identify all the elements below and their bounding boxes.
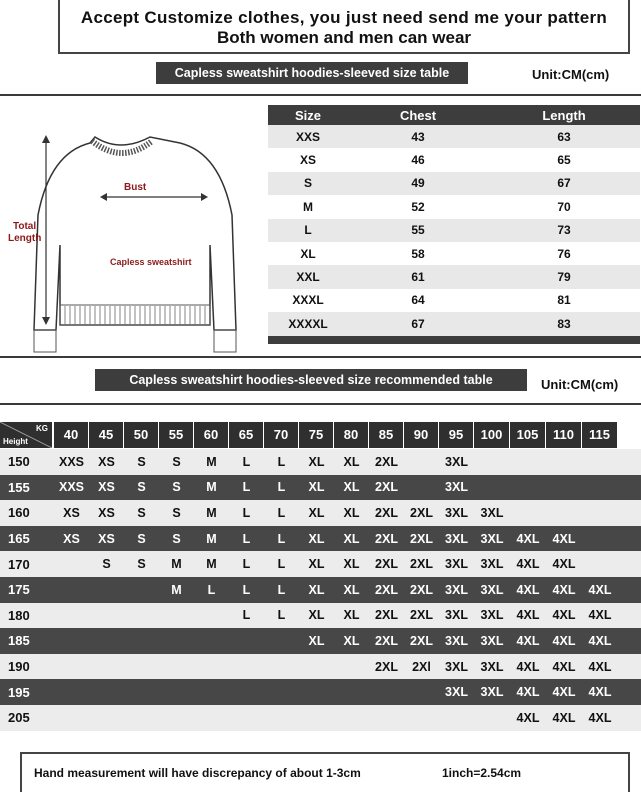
size-recommendation-cell: M xyxy=(206,480,217,495)
recommend-table-header xyxy=(0,420,641,449)
size-recommendation-cell: 3XL xyxy=(480,633,504,648)
size-recommendation-cell: 3XL xyxy=(480,582,504,597)
size-table xyxy=(268,105,640,344)
size-recommendation-cell: 4XL xyxy=(552,582,576,597)
size-recommendation-cell: 3XL xyxy=(480,685,504,700)
size-recommendation-cell: 4XL xyxy=(552,608,576,623)
size-table-row xyxy=(268,242,640,265)
size-recommendation-cell: 3XL xyxy=(445,505,468,520)
size-recommendation-cell: 3XL xyxy=(480,505,504,520)
size-recommendation-cell: 3XL xyxy=(480,557,504,572)
corner-kg: KG xyxy=(36,423,48,433)
size-recommendation-cell: XL xyxy=(308,582,325,597)
recommend-table-row xyxy=(0,705,641,731)
size-cell: XXXL xyxy=(292,293,324,308)
page-header xyxy=(58,0,630,54)
size-recommendation-cell: 4XL xyxy=(588,608,612,623)
divider-top xyxy=(0,94,641,96)
size-recommendation-cell: 4XL xyxy=(516,685,540,700)
size-cell: XXXXL xyxy=(288,316,328,331)
recommend-table xyxy=(0,420,641,731)
size-cell: XXS xyxy=(295,129,320,144)
size-recommendation-cell: XL xyxy=(308,633,325,648)
header-line-1: Accept Customize clothes, you just need send me your pattern xyxy=(80,8,608,27)
weight-header-cell: 90 xyxy=(404,422,438,448)
size-recommendation-cell: 2XL xyxy=(410,531,433,546)
size-table-row xyxy=(268,195,640,218)
height-cell: 160 xyxy=(8,505,30,521)
size-recommendation-cell: XS xyxy=(98,505,115,520)
table-corner xyxy=(0,422,52,448)
height-cell: 195 xyxy=(8,684,30,700)
size-recommendation-cell: XL xyxy=(343,505,360,520)
size-recommendation-cell: XL xyxy=(308,454,325,469)
size-recommendation-cell: 4XL xyxy=(516,557,540,572)
size-recommendation-cell: XL xyxy=(308,531,325,546)
size-recommendation-cell: L xyxy=(277,531,286,546)
weight-header-cell: 115 xyxy=(582,422,617,448)
size-recommendation-cell: 4XL xyxy=(516,608,540,623)
length-cell: 70 xyxy=(557,199,571,214)
size-recommendation-cell: L xyxy=(242,608,251,623)
footer-conversion: 1inch=2.54cm xyxy=(442,766,522,780)
size-recommendation-cell: XS xyxy=(63,531,80,546)
size-recommendation-cell: L xyxy=(242,582,251,597)
weight-header-cell: 110 xyxy=(546,422,581,448)
height-cell: 170 xyxy=(8,556,30,572)
size-recommendation-cell: L xyxy=(277,454,286,469)
recommend-table-row xyxy=(0,679,641,705)
size-recommendation-cell: 2XL xyxy=(410,557,433,572)
size-table-row xyxy=(268,172,640,195)
size-cell: S xyxy=(303,176,312,191)
weight-header-cell: 65 xyxy=(229,422,263,448)
size-recommendation-cell: L xyxy=(242,531,251,546)
length-cell: 67 xyxy=(557,176,571,191)
chest-cell: 55 xyxy=(411,223,425,238)
size-recommendation-cell: 4XL xyxy=(516,531,540,546)
size-recommendation-cell: 4XL xyxy=(588,582,612,597)
garment-label: Capless sweatshirt xyxy=(110,257,192,267)
size-recommendation-cell: 3XL xyxy=(445,531,468,546)
size-recommendation-cell: S xyxy=(137,480,146,495)
size-recommendation-cell: 3XL xyxy=(445,633,468,648)
size-table-row xyxy=(268,265,640,288)
size-recommendation-cell: L xyxy=(242,480,251,495)
size-recommendation-cell: XS xyxy=(98,454,115,469)
chest-cell: 43 xyxy=(411,129,425,144)
size-recommendation-cell: 3XL xyxy=(445,685,468,700)
size-table-row xyxy=(268,219,640,242)
size-recommendation-cell: XL xyxy=(308,608,325,623)
chest-cell: 49 xyxy=(411,176,425,191)
size-recommendation-cell: XXS xyxy=(58,480,84,495)
size-recommendation-cell: S xyxy=(137,454,146,469)
divider-mid xyxy=(0,356,641,358)
size-cell: XS xyxy=(299,153,316,168)
size-cell: M xyxy=(303,199,313,214)
page-footer xyxy=(20,752,630,792)
size-recommendation-cell: 2XL xyxy=(410,608,433,623)
size-recommendation-cell: 4XL xyxy=(552,710,576,725)
total-length-label-2: Length xyxy=(8,233,42,244)
size-recommendation-cell: L xyxy=(277,608,286,623)
size-recommendation-cell: 3XL xyxy=(445,454,468,469)
size-recommendation-cell: XL xyxy=(343,582,360,597)
size-recommendation-cell: 2XL xyxy=(375,454,398,469)
size-recommendation-cell: XL xyxy=(343,454,360,469)
chest-cell: 58 xyxy=(411,246,425,261)
recommend-table-row xyxy=(0,449,641,475)
size-recommendation-cell: 4XL xyxy=(552,659,576,674)
footer-note: Hand measurement will have discrepancy of about 1-3cm xyxy=(34,766,361,780)
corner-height: Height xyxy=(3,436,28,446)
weight-header-cell: 85 xyxy=(369,422,403,448)
size-recommendation-cell: 3XL xyxy=(480,659,504,674)
size-recommendation-cell: XS xyxy=(98,480,115,495)
size-recommendation-cell: S xyxy=(172,454,181,469)
size-recommendation-cell: XS xyxy=(98,531,115,546)
size-cell: XXL xyxy=(296,270,320,285)
size-recommendation-cell: 4XL xyxy=(588,633,612,648)
size-recommendation-cell: 2XL xyxy=(375,633,398,648)
weight-header-cell: 60 xyxy=(194,422,228,448)
recommend-table-banner: Capless sweatshirt hoodies-sleeved size recommended table xyxy=(95,369,527,391)
col-size: Size xyxy=(294,107,321,123)
weight-header-cell: 105 xyxy=(510,422,545,448)
size-recommendation-cell: 3XL xyxy=(445,582,468,597)
size-recommendation-cell: XL xyxy=(343,480,360,495)
height-cell: 180 xyxy=(8,607,30,623)
size-recommendation-cell: M xyxy=(206,557,217,572)
height-cell: 190 xyxy=(8,659,30,675)
weight-header-cell: 45 xyxy=(89,422,123,448)
size-recommendation-cell: 2XL xyxy=(375,480,398,495)
recommend-table-row xyxy=(0,577,641,603)
size-recommendation-cell: S xyxy=(137,505,146,520)
size-recommendation-cell: 4XL xyxy=(516,633,540,648)
size-recommendation-cell: 4XL xyxy=(552,685,576,700)
height-cell: 205 xyxy=(8,710,30,726)
size-table-unit: Unit:CM(cm) xyxy=(532,67,610,82)
recommend-table-row xyxy=(0,526,641,552)
size-recommendation-cell: L xyxy=(207,582,216,597)
chest-cell: 46 xyxy=(411,153,425,168)
weight-header-cell: 95 xyxy=(439,422,473,448)
size-recommendation-cell: XL xyxy=(343,557,360,572)
size-recommendation-cell: M xyxy=(171,582,182,597)
recommend-table-row xyxy=(0,475,641,501)
size-recommendation-cell: 4XL xyxy=(516,659,540,674)
length-cell: 63 xyxy=(557,129,571,144)
col-length: Length xyxy=(542,107,586,123)
size-recommendation-cell: 2XL xyxy=(375,659,398,674)
size-recommendation-cell: 4XL xyxy=(516,582,540,597)
size-recommendation-cell: S xyxy=(137,557,146,572)
size-recommendation-cell: 3XL xyxy=(445,480,468,495)
size-cell: XL xyxy=(300,246,316,261)
size-recommendation-cell: 2XL xyxy=(375,505,398,520)
chest-cell: 52 xyxy=(411,199,425,214)
size-recommendation-cell: L xyxy=(277,480,286,495)
size-recommendation-cell: XL xyxy=(308,557,325,572)
size-recommendation-cell: 4XL xyxy=(588,659,612,674)
size-recommendation-cell: L xyxy=(277,582,286,597)
size-recommendation-cell: XL xyxy=(343,608,360,623)
size-recommendation-cell: XL xyxy=(343,633,360,648)
total-length-label-1: Total xyxy=(13,221,37,232)
height-cell: 175 xyxy=(8,582,30,598)
length-cell: 81 xyxy=(557,293,571,308)
size-recommendation-cell: M xyxy=(206,531,217,546)
size-recommendation-cell: S xyxy=(172,480,181,495)
chest-cell: 61 xyxy=(411,270,425,285)
weight-header-cell: 70 xyxy=(264,422,298,448)
height-cell: 150 xyxy=(8,454,30,470)
size-table-banner: Capless sweatshirt hoodies-sleeved size table xyxy=(156,62,468,84)
size-recommendation-cell: 2Xl xyxy=(412,659,431,674)
size-recommendation-cell: 3XL xyxy=(445,608,468,623)
weight-header-cell: 55 xyxy=(159,422,193,448)
size-table-header xyxy=(268,105,640,125)
length-cell: 73 xyxy=(557,223,571,238)
weight-header-cell: 75 xyxy=(299,422,333,448)
size-table-row xyxy=(268,125,640,148)
size-recommendation-cell: S xyxy=(172,505,181,520)
size-table-row xyxy=(268,148,640,171)
size-recommendation-cell: 4XL xyxy=(552,557,576,572)
recommend-table-unit: Unit:CM(cm) xyxy=(541,377,619,392)
size-recommendation-cell: 4XL xyxy=(552,531,576,546)
size-recommendation-cell: 2XL xyxy=(375,531,398,546)
size-recommendation-cell: XS xyxy=(63,505,80,520)
height-cell: 165 xyxy=(8,531,30,547)
size-recommendation-cell: 3XL xyxy=(480,531,504,546)
size-recommendation-cell: 2XL xyxy=(375,608,398,623)
size-recommendation-cell: 3XL xyxy=(445,659,468,674)
size-recommendation-cell: M xyxy=(206,505,217,520)
weight-header-cell: 80 xyxy=(334,422,368,448)
recommend-table-row xyxy=(0,654,641,680)
size-recommendation-cell: 2XL xyxy=(375,557,398,572)
height-cell: 185 xyxy=(8,633,30,649)
size-table-footer-band xyxy=(268,336,640,344)
size-recommendation-cell: 2XL xyxy=(410,505,433,520)
size-recommendation-cell: 3XL xyxy=(445,557,468,572)
weight-header-cell: 50 xyxy=(124,422,158,448)
size-recommendation-cell: S xyxy=(137,531,146,546)
height-cell: 155 xyxy=(8,479,30,495)
size-recommendation-cell: 4XL xyxy=(588,710,612,725)
size-recommendation-cell: M xyxy=(171,557,182,572)
size-recommendation-cell: XL xyxy=(343,531,360,546)
size-recommendation-cell: 3XL xyxy=(480,608,504,623)
length-cell: 65 xyxy=(557,153,571,168)
col-chest: Chest xyxy=(399,107,437,123)
header-line-2: Both women and men can wear xyxy=(216,28,472,47)
size-recommendation-cell: 2XL xyxy=(410,582,433,597)
size-table-row xyxy=(268,312,640,335)
chest-cell: 67 xyxy=(411,316,425,331)
chest-cell: 64 xyxy=(411,293,425,308)
bust-label: Bust xyxy=(124,182,147,193)
divider-rec xyxy=(0,403,641,405)
length-cell: 76 xyxy=(557,246,571,261)
weight-header-cell: 40 xyxy=(54,422,88,448)
size-recommendation-cell: M xyxy=(206,454,217,469)
size-recommendation-cell: S xyxy=(172,531,181,546)
size-recommendation-cell: 4XL xyxy=(588,685,612,700)
recommend-table-row xyxy=(0,603,641,629)
weight-header-cell: 100 xyxy=(474,422,509,448)
recommend-table-row xyxy=(0,628,641,654)
size-recommendation-cell: 2XL xyxy=(375,582,398,597)
size-recommendation-cell: L xyxy=(242,505,251,520)
size-recommendation-cell: S xyxy=(102,557,111,572)
size-table-row xyxy=(268,289,640,312)
recommend-table-row xyxy=(0,500,641,526)
size-recommendation-cell: L xyxy=(277,557,286,572)
size-cell: L xyxy=(304,223,312,238)
size-recommendation-cell: L xyxy=(277,505,286,520)
size-recommendation-cell: XL xyxy=(308,505,325,520)
size-recommendation-cell: L xyxy=(242,454,251,469)
size-recommendation-cell: 4XL xyxy=(552,633,576,648)
length-cell: 79 xyxy=(557,270,571,285)
size-recommendation-cell: 4XL xyxy=(516,710,540,725)
size-recommendation-cell: 2XL xyxy=(410,633,433,648)
length-cell: 83 xyxy=(557,316,571,331)
recommend-table-row xyxy=(0,551,641,577)
size-recommendation-cell: XXS xyxy=(58,454,84,469)
size-recommendation-cell: XL xyxy=(308,480,325,495)
size-recommendation-cell: L xyxy=(242,557,251,572)
sweatshirt-illustration xyxy=(0,125,250,360)
